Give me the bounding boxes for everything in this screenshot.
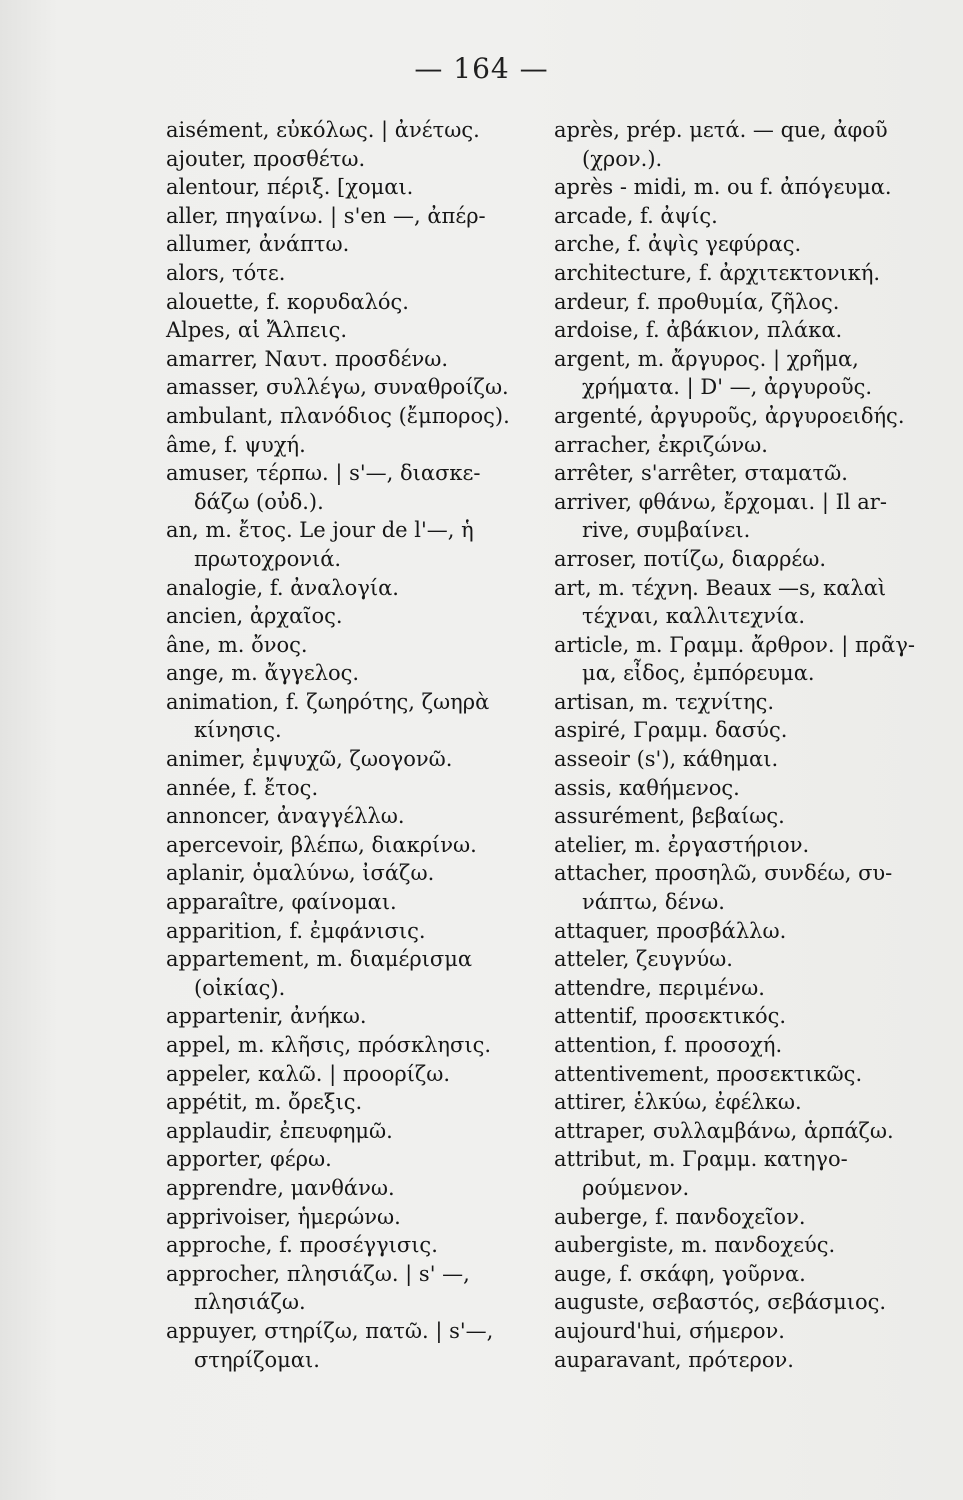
dictionary-entry-line: apprivoiser, ἡμερώνω.	[166, 1204, 401, 1229]
dictionary-entry-line: attaquer, προσβάλλω.	[554, 918, 787, 943]
dictionary-entry-line: amasser, συλλέγω, συναθροίζω.	[166, 375, 509, 400]
dictionary-entry-line: aisément, εὐκόλως. | ἀνέτως.	[166, 118, 480, 142]
dictionary-entry-line: ardeur, f. προθυμία, ζῆλος.	[554, 289, 840, 314]
dictionary-entry-line: ancien, ἀρχαῖος.	[166, 604, 343, 629]
dictionary-entry-line: ajouter, προσθέτω.	[166, 146, 366, 171]
dictionary-entry-line: amuser, τέρπω. | s'—, διασκε-	[166, 461, 481, 486]
dictionary-entry-line: animation, f. ζωηρότης, ζωηρὰ	[166, 689, 490, 714]
dictionary-entry-line: architecture, f. ἀρχιτεκτονική.	[554, 260, 881, 285]
dictionary-entry-line: auparavant, πρότερον.	[554, 1347, 794, 1372]
entry-continuation-line: (οἰκίας).	[194, 975, 286, 1000]
dictionary-entry-line: arracher, ἐκριζώνω.	[554, 432, 768, 457]
dictionary-entry-line: aller, πηγαίνω. | s'en —, ἀπέρ-	[166, 203, 486, 228]
dictionary-entry-line: appétit, m. ὄρεξις.	[166, 1090, 363, 1115]
entry-continuation-line: δάζω (οὐδ.).	[194, 489, 324, 514]
dictionary-entry-line: année, f. ἔτος.	[166, 775, 319, 800]
dictionary-entry-line: appartenir, ἀνήκω.	[166, 1004, 367, 1029]
dictionary-entry-line: argent, m. ἄργυρος. | χρῆμα,	[554, 346, 859, 371]
dictionary-entry-line: allumer, ἀνάπτω.	[166, 232, 350, 257]
dictionary-entry-line: assis, καθήμενος.	[554, 775, 740, 800]
dictionary-entry-line: atelier, m. ἐργαστήριον.	[554, 832, 810, 857]
dictionary-entry-line: arriver, φθάνω, ἔρχομαι. | Il ar-	[554, 489, 887, 514]
entry-continuation-line: νάπτω, δένω.	[582, 890, 725, 915]
dictionary-entry-line: approcher, πλησιάζω. | s' —,	[166, 1261, 470, 1286]
left-column	[166, 116, 542, 1374]
dictionary-entry-line: auguste, σεβαστός, σεβάσμιος.	[554, 1290, 887, 1315]
dictionary-entry-line: an, m. ἔτος. Le jour de l'—, ἡ	[166, 518, 474, 543]
dictionary-entry-line: applaudir, ἐπευφημῶ.	[166, 1118, 393, 1143]
entry-continuation-line: (χρον.).	[582, 146, 663, 171]
entry-continuation-line: στηρίζομαι.	[194, 1347, 320, 1372]
entry-continuation-line: rive, συμβαίνει.	[582, 518, 751, 543]
dictionary-entry-line: ange, m. ἄγγελος.	[166, 661, 360, 686]
dictionary-entry-line: atteler, ζευγνύω.	[554, 947, 733, 972]
dictionary-entry-line: artisan, m. τεχνίτης.	[554, 689, 775, 714]
dictionary-entry-line: alentour, πέριξ. [χομαι.	[166, 175, 414, 200]
dictionary-entry-line: argenté, ἀργυροῦς, ἀργυροειδής.	[554, 403, 905, 428]
dictionary-entry-line: animer, ἐμψυχῶ, ζωογονῶ.	[166, 747, 453, 772]
dictionary-entry-line: art, m. τέχνη. Beaux —s, καλαὶ	[554, 575, 887, 600]
dictionary-entry-line: annoncer, ἀναγγέλλω.	[166, 804, 405, 829]
dictionary-entry-line: appeler, καλῶ. | προορίζω.	[166, 1061, 451, 1086]
page-number: — 164 —	[414, 52, 549, 85]
dictionary-entry-line: amarrer, Ναυτ. προσδένω.	[166, 346, 449, 371]
entry-continuation-line: μα, εἶδος, ἐμπόρευμα.	[582, 661, 815, 686]
entry-continuation-line: τέχναι, καλλιτεχνία.	[582, 604, 805, 629]
entry-continuation-line: πλησιάζω.	[194, 1290, 306, 1315]
dictionary-entry-line: auge, f. σκάφη, γοῦρνα.	[554, 1261, 806, 1286]
dictionary-entry-line: attendre, περιμένω.	[554, 975, 765, 1000]
dictionary-entry-line: auberge, f. πανδοχεῖον.	[554, 1204, 806, 1229]
dictionary-entry-line: après - midi, m. ou f. ἀπόγευμα.	[554, 175, 892, 200]
dictionary-entry-line: approche, f. προσέγγισις.	[166, 1233, 438, 1258]
dictionary-entry-line: alors, τότε.	[166, 260, 286, 285]
dictionary-entry-line: après, prép. μετά. — que, ἀφοῦ	[554, 118, 888, 142]
dictionary-entry-line: attention, f. προσοχή.	[554, 1033, 783, 1057]
dictionary-entry-line: arrêter, s'arrêter, σταματῶ.	[554, 461, 848, 486]
dictionary-entry-line: attirer, ἑλκύω, ἐφέλκω.	[554, 1090, 802, 1115]
dictionary-entry-line: attraper, συλλαμβάνω, ἁρπάζω.	[554, 1118, 894, 1143]
dictionary-entry-line: ambulant, πλανόδιος (ἔμπορος).	[166, 403, 510, 428]
dictionary-entry-line: analogie, f. ἀναλογία.	[166, 575, 399, 600]
dictionary-entry-line: article, m. Γραμμ. ἄρθρον. | πρᾶγ-	[554, 632, 915, 657]
dictionary-entry-line: âne, m. ὄνος.	[166, 632, 308, 657]
dictionary-entry-line: âme, f. ψυχή.	[166, 432, 306, 457]
dictionary-entry-line: apparaître, φαίνομαι.	[166, 890, 397, 915]
dictionary-entry-line: appuyer, στηρίζω, πατῶ. | s'—,	[166, 1318, 494, 1343]
dictionary-entry-line: ardoise, f. ἀβάκιον, πλάκα.	[554, 318, 843, 343]
dictionary-entry-line: attribut, m. Γραμμ. κατηγο-	[554, 1147, 848, 1172]
entry-continuation-line: ρούμενον.	[582, 1175, 690, 1200]
dictionary-entry-line: assurément, βεβαίως.	[554, 804, 785, 829]
entry-continuation-line: χρήματα. | D' —, ἀργυροῦς.	[582, 375, 873, 400]
dictionary-entry-line: alouette, f. κορυδαλός.	[166, 289, 409, 314]
dictionary-entry-line: apparition, f. ἐμφάνισις.	[166, 918, 426, 943]
dictionary-entry-line: Alpes, αἱ Ἄλπεις.	[166, 318, 348, 343]
dictionary-entry-line: arroser, ποτίζω, διαρρέω.	[554, 546, 827, 571]
dictionary-entry-line: aubergiste, m. πανδοχεύς.	[554, 1233, 836, 1258]
dictionary-entry-line: aplanir, ὁμαλύνω, ἰσάζω.	[166, 861, 435, 886]
entry-continuation-line: κίνησις.	[194, 718, 282, 743]
dictionary-entry-line: aspiré, Γραμμ. δασύς.	[554, 718, 788, 743]
dictionary-entry-line: aujourd'hui, σήμερον.	[554, 1318, 785, 1343]
dictionary-entry-line: apporter, φέρω.	[166, 1147, 332, 1172]
entry-continuation-line: πρωτοχρονιά.	[194, 546, 342, 571]
right-column	[554, 116, 926, 1374]
dictionary-entry-line: attacher, προσηλῶ, συνδέω, συ-	[554, 861, 893, 886]
dictionary-entry-line: arcade, f. ἀψίς.	[554, 203, 718, 228]
dictionary-entry-line: attentivement, προσεκτικῶς.	[554, 1061, 863, 1086]
dictionary-entry-line: attentif, προσεκτικός.	[554, 1004, 787, 1029]
dictionary-entry-line: appel, m. κλῆσις, πρόσκλησις.	[166, 1033, 492, 1057]
dictionary-entry-line: appartement, m. διαμέρισμα	[166, 947, 473, 972]
dictionary-entry-line: apprendre, μανθάνω.	[166, 1175, 395, 1200]
dictionary-entry-line: asseoir (s'), κάθημαι.	[554, 747, 779, 772]
dictionary-entry-line: apercevoir, βλέπω, διακρίνω.	[166, 832, 477, 857]
dictionary-entry-line: arche, f. ἀψὶς γεφύρας.	[554, 232, 802, 257]
